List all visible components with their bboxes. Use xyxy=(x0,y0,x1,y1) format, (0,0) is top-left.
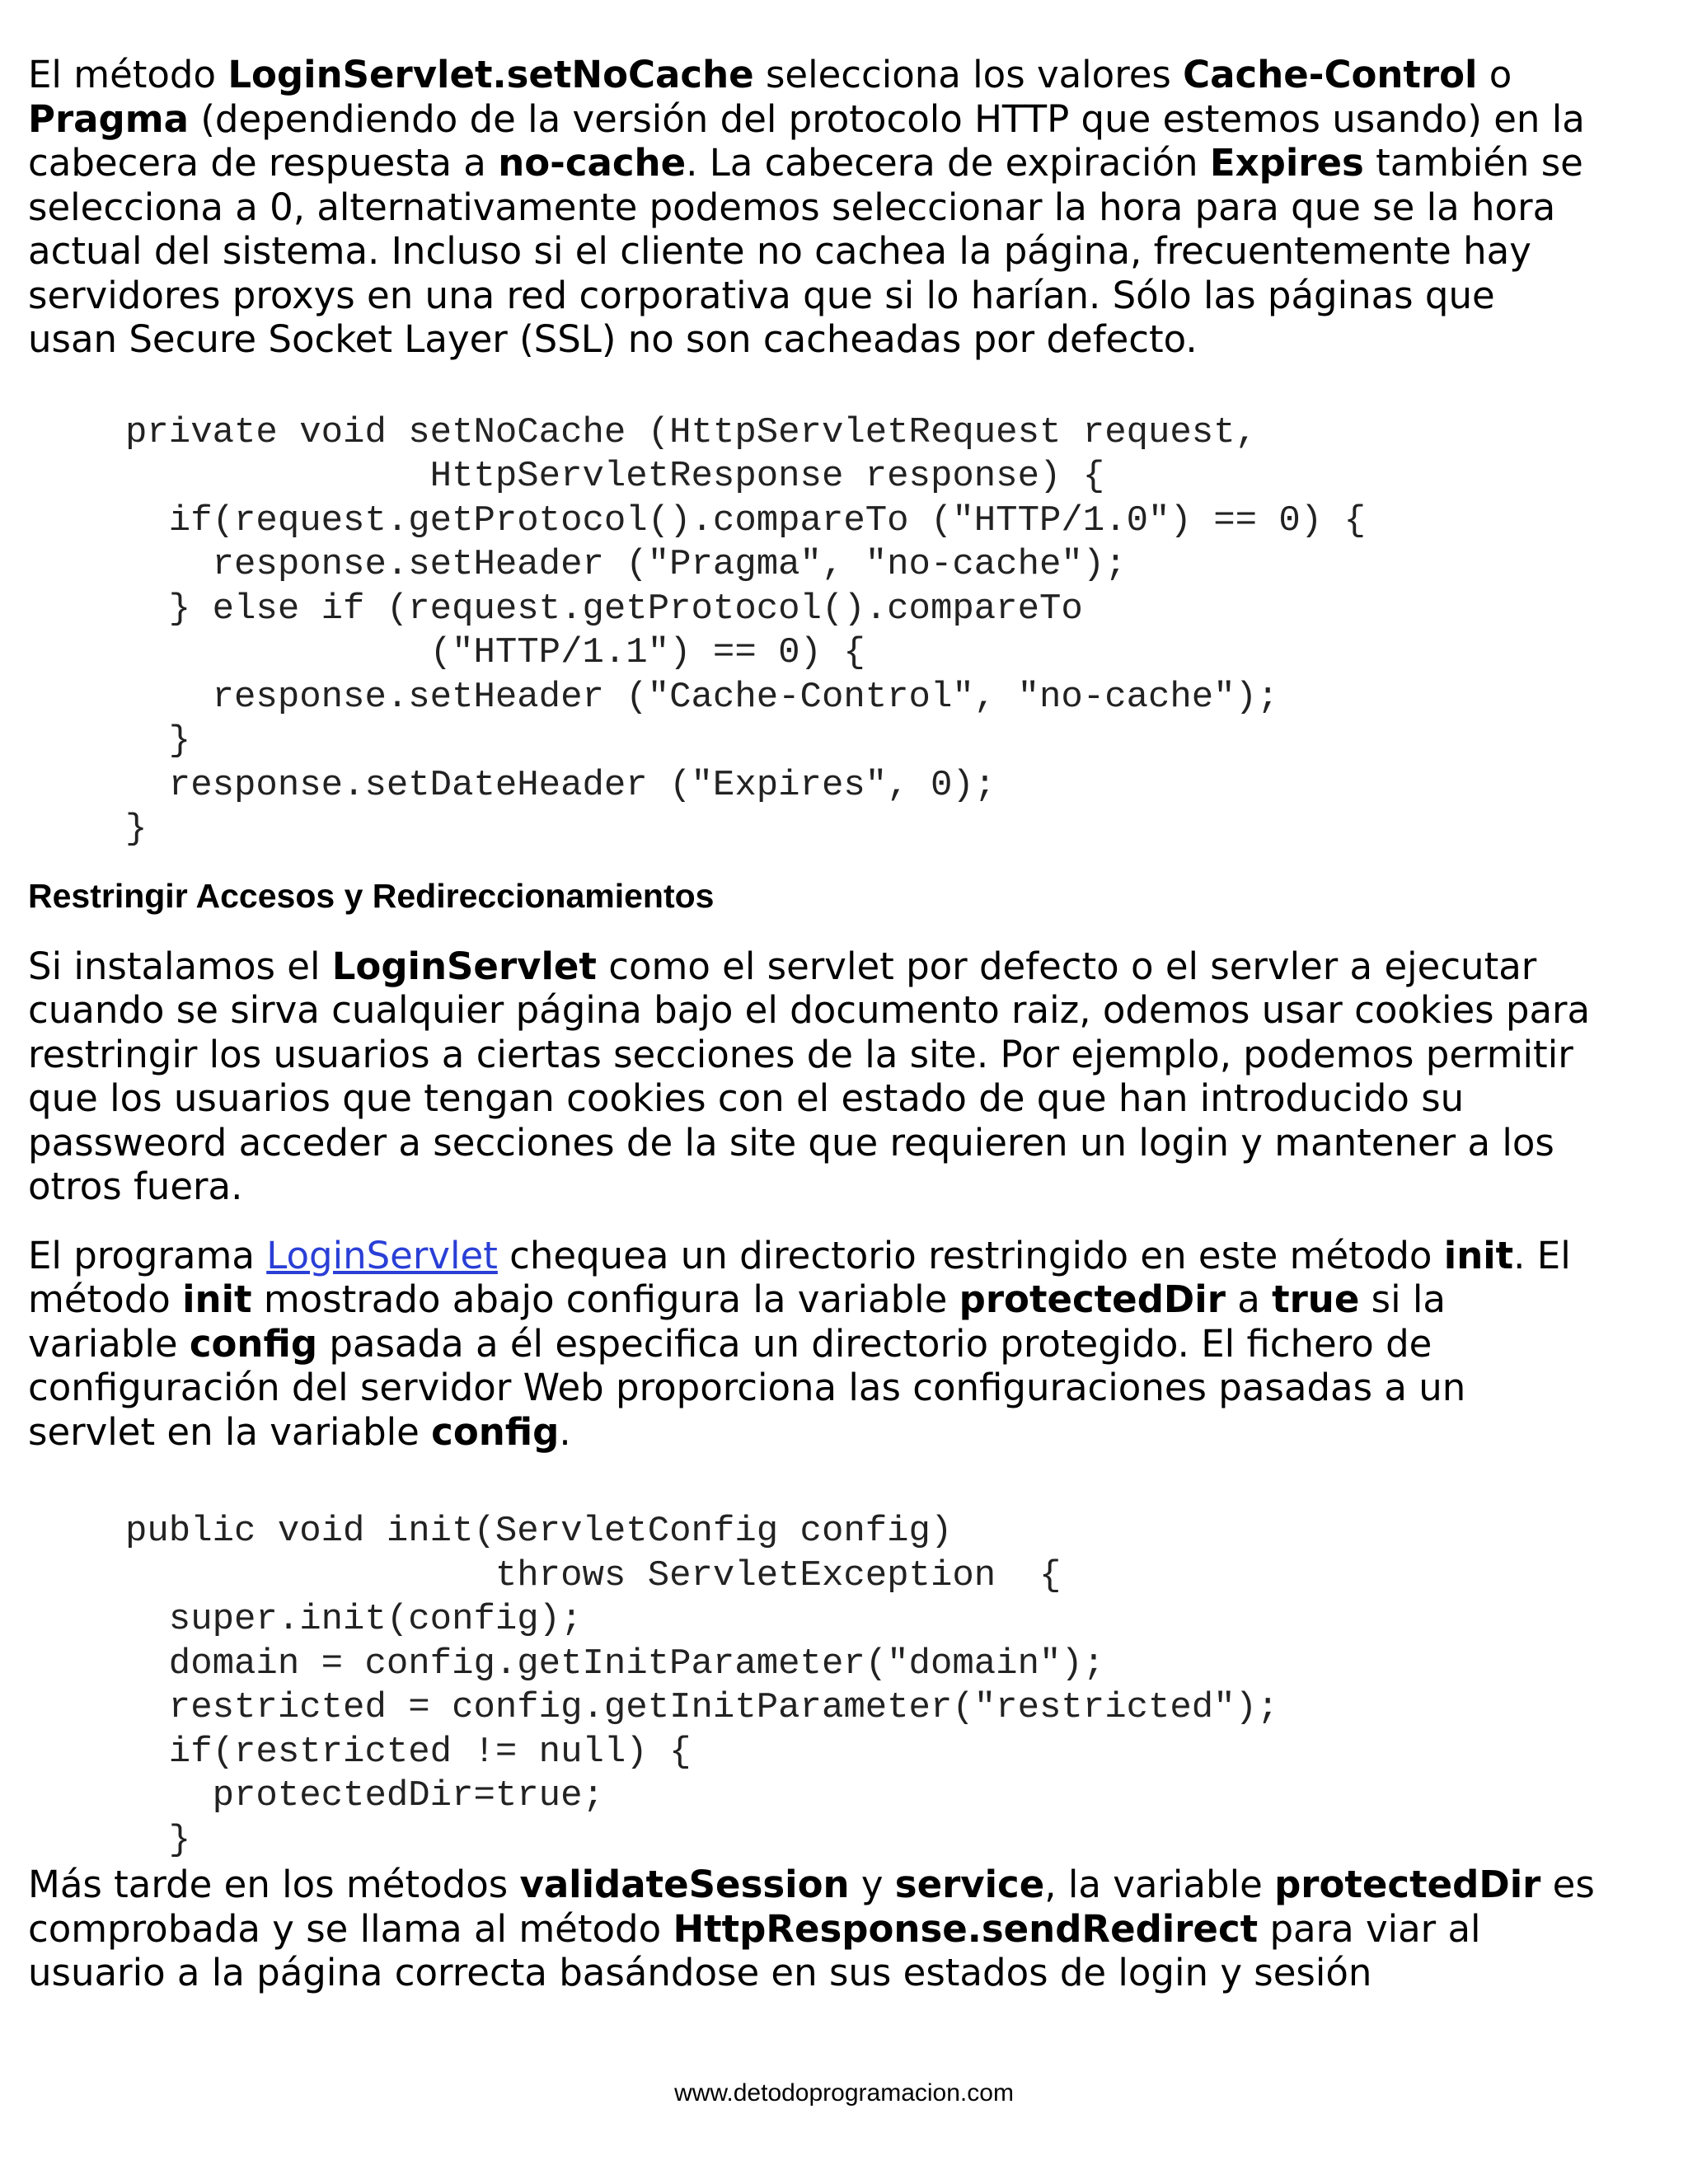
term-expires: Expires xyxy=(1209,141,1364,185)
paragraph-restricted-access: Si instalamos el LoginServlet como el servlet por defecto o el servler a ejecutar cuando se sirva cualquier página bajo el documento raiz, odemos usar cookies para restringir los usuarios a ciertas secciones de la site. Por ejemplo, podemos permitir que los usuarios que tengan cookies con el estado de que han introducido su passweord acceder a secciones de la site que requieren un login y mantener a los otros fuera. xyxy=(28,944,1591,1208)
term-pragma: Pragma xyxy=(28,96,190,141)
code-block-setnocache: private void setNoCache (HttpServletRequest request, HttpServletResponse response) { if(request.getProtocol().compareTo ("HTTP/1.0") == 0) { response.setHeader ("Pragma", "no-cache"); } else if (request.getProtocol().compareTo ("HTTP/1.1") == 0) { response.setHeader ("Cache-Control", "no-cache"); } response.setDateHeader ("Expires", 0); } xyxy=(125,411,1367,850)
document-page xyxy=(28,53,1664,1995)
loginservlet-link[interactable]: LoginServlet xyxy=(266,1233,498,1277)
section-heading: Restringir Accesos y Redireccionamientos xyxy=(28,876,715,915)
paragraph-setnocache-intro: El método LoginServlet.setNoCache selecciona los valores Cache-Control o Pragma (dependiendo de la versión del protocolo HTTP que estemos usando) en la cabecera de respuesta a no-cache. La cabecera de expiración Expires también se selecciona a 0, alternativamente podemos seleccionar la hora para que se la hora actual del sistema. Incluso si el cliente no cachea la página, frecuentemente hay servidores proxys en una red corporativa que si lo harían. Sólo las páginas que usan Secure Socket Layer (SSL) no son cacheadas por defecto. xyxy=(28,53,1585,361)
term-loginservlet: LoginServlet xyxy=(331,944,597,988)
term-cache-control: Cache-Control xyxy=(1183,53,1478,96)
paragraph-validate-session: Más tarde en los métodos validateSession y service, la variable protectedDir es comprobada y se llama al método HttpResponse.sendRedirect para viar al usuario a la página correcta basándose en sus estados de login y sesión xyxy=(28,1863,1595,1994)
term-loginservlet-setnocache: LoginServlet.setNoCache xyxy=(227,53,754,96)
paragraph-init-method: El programa LoginServlet chequea un directorio restringido en este método init. El método init mostrado abajo configura la variable protectedDir a true si la variable config pasada a él especifica un directorio protegido. El fichero de configuración del servidor Web proporciona las configuraciones pasadas a un servlet en la variable config. xyxy=(28,1233,1571,1454)
footer-url: www.detodoprogramacion.com xyxy=(674,2079,1014,2107)
term-no-cache: no-cache xyxy=(498,141,687,185)
code-block-init: public void init(ServletConfig config) throws ServletException { super.init(config); domain = config.getInitParameter("domain"); restricted = config.getInitParameter("restricted"); if(restricted != null) { protectedDir=true; } xyxy=(125,1511,1279,1861)
